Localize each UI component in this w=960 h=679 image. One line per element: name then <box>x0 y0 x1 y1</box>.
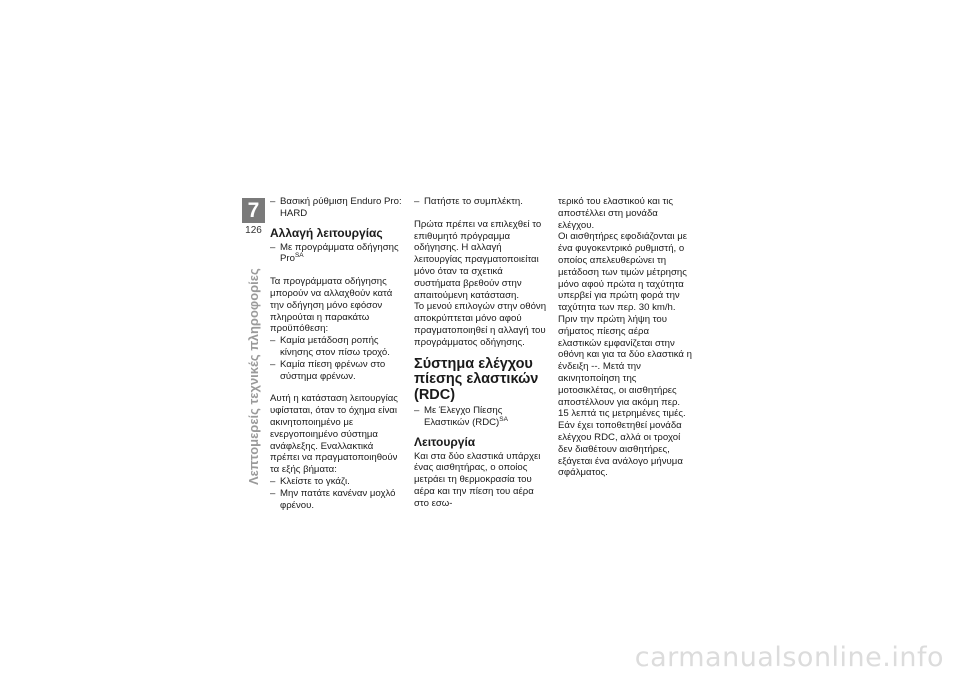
text-column-2 <box>414 196 549 510</box>
paragraph: Πρώτα πρέπει να επιλεχθεί το επιθυμητό πρόγραμμα οδήγησης. Η αλλαγή λειτουργίας πραγματοποιείται μόνο όταν τα σχετικά συστήματα βρεθούν στην απαιτούμενη κατάσταση. <box>414 218 542 301</box>
paragraph: τερικό του ελαστικού και τις αποστέλλει στη μονάδα ελέγχου. <box>558 196 674 231</box>
list-item: – Μην πατάτε κανέναν μοχλό φρένου. <box>270 488 405 512</box>
section-heading: Αλλαγή λειτουργίας <box>270 225 383 240</box>
list-item: – Κλείστε το γκάζι. <box>270 476 405 488</box>
list-item: – Βασική ρύθμιση Enduro Pro: HARD <box>270 196 405 220</box>
paragraph: Οι αισθητήρες εφοδιάζονται με ένα φυγοκεντρικό ρυθμιστή, ο οποίος απελευθερώνει τη μετάδοση των τιμών μέτρησης μόνο αφού πρώτα η ταχύτητα υπερβεί για πρώτη φορά την ταχύτητα των περ. 30 km/h. Πριν την πρώτη λήψη του σήματος πίεσης αέρα ελαστικών εμφανίζεται στην οθόνη και για τα δύο ελαστικά η ένδειξη --. Μετά την ακινητοποίηση της μοτοσικλέτας, οι αισθητήρες αποστέλλουν για ακόμη περ. 15 λεπτά τις μετρημένες τιμές. <box>558 231 692 420</box>
main-heading: Σύστημα ελέγχου πίεσης ελαστικών (RDC) <box>414 355 539 403</box>
site-watermark: carmanualsonline.info <box>634 642 944 673</box>
page-number: 126 <box>245 225 262 236</box>
chapter-side-title: Λεπτομερείς τεχνικές πληροφορίες <box>246 268 261 485</box>
paragraph: Το μενού επιλογών στην οθόνη αποκρύπτεται μόνο αφού πραγματοποιηθεί η αλλαγή του προγράμματος οδήγησης. <box>414 301 547 348</box>
text-column-1 <box>270 196 405 511</box>
list-item: – Καμία μετάδοση ροπής κίνησης στον πίσω τροχό. <box>270 335 405 359</box>
list-item-text: Με προγράμματα οδήγησης Pro <box>280 241 399 265</box>
paragraph: Αυτή η κατάσταση λειτουργίας υφίσταται, όταν το όχημα είναι ακινητοποιημένο με ενεργοποιημένο σύστημα ανάφλεξης. Εναλλακτικά πρέπει να πραγματοποιηθούν τα εξής βήματα: <box>270 393 398 476</box>
list-item <box>414 405 549 429</box>
section-heading: Λειτουργία <box>414 434 476 449</box>
paragraph: Εάν έχει τοποθετηθεί μονάδα ελέγχου RDC, αλλά οι τροχοί δεν διαθέτουν αισθητήρες, εξάγεται ένα ανάλογο μήνυμα σφάλματος. <box>558 420 683 479</box>
text-column-3 <box>558 196 693 479</box>
paragraph: Τα προγράμματα οδήγησης μπορούν να αλλαχθούν κατά την οδήγηση μόνο εφόσον πληρούται η παρακάτω προϋπόθεση: <box>270 276 393 335</box>
special-equipment-mark: SA <box>499 415 508 423</box>
chapter-number-badge: 7 <box>242 198 265 223</box>
special-equipment-mark: SA <box>294 252 304 260</box>
list-item <box>270 242 405 266</box>
paragraph: Και στα δύο ελαστικά υπάρχει ένας αισθητήρας, ο οποίος μετράει τη θερμοκρασία του αέρα και την πίεση του αέρα στο εσω- <box>414 450 541 509</box>
list-item: – Καμία πίεση φρένων στο σύστημα φρένων. <box>270 359 405 383</box>
list-item-text: Με Έλεγχο Πίεσης Ελαστικών (RDC) <box>424 405 503 428</box>
list-item: – Πατήστε το συμπλέκτη. <box>414 196 549 208</box>
